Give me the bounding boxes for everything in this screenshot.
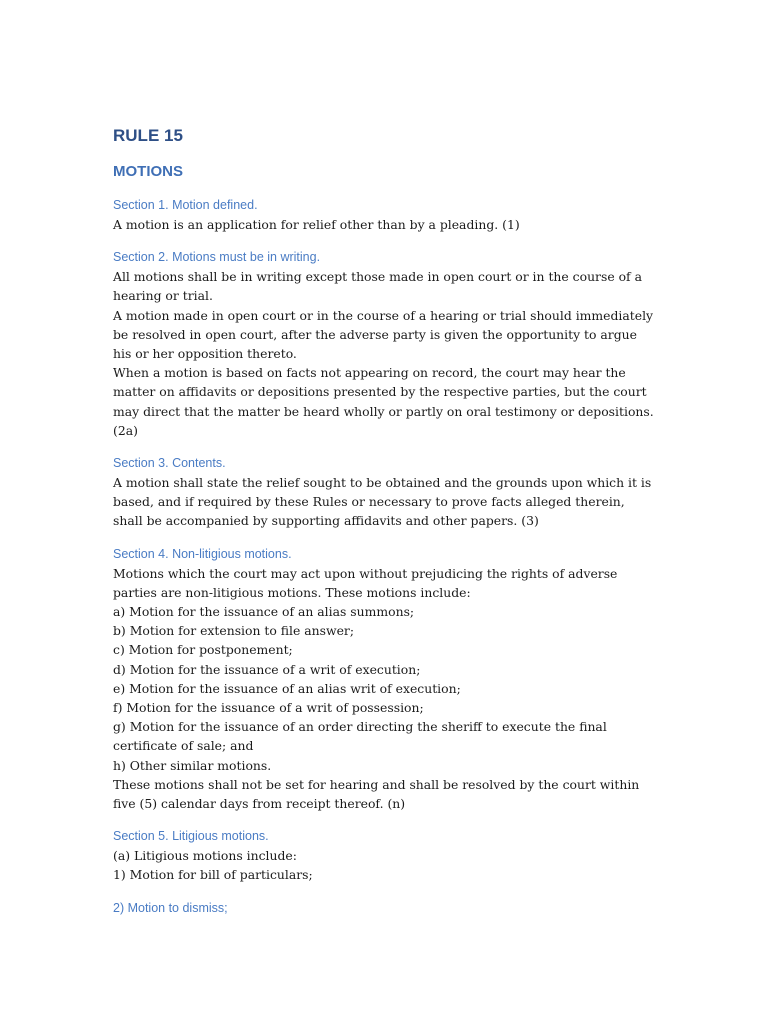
section-paragraph: h) Other similar motions. — [113, 757, 272, 773]
section-paragraph: f) Motion for the issuance of a writ of possession; — [113, 700, 424, 716]
section-heading: Section 1. Motion defined. — [113, 198, 258, 212]
section-paragraph: 1) Motion for bill of particulars; — [113, 867, 313, 883]
rule-title: RULE 15 — [113, 126, 183, 145]
section-paragraph: g) Motion for the issuance of an order directing the sheriff to execute the final certificate of sale; and — [113, 719, 607, 754]
section-block — [113, 196, 658, 234]
rule-subtitle: MOTIONS — [113, 163, 183, 180]
section-paragraph: a) Motion for the issuance of an alias summons; — [113, 604, 415, 620]
section-paragraph: All motions shall be in writing except those made in open court or in the course of a hearing or trial. — [113, 269, 642, 304]
sections-container — [113, 196, 658, 885]
section-block — [113, 827, 658, 884]
section-paragraph: d) Motion for the issuance of a writ of execution; — [113, 661, 421, 677]
section-paragraph: A motion made in open court or in the course of a hearing or trial should immediately be resolved in open court, after the adverse party is given the opportunity to argue his or her opposition thereto. — [113, 307, 654, 362]
trailing-heading: 2) Motion to dismiss; — [113, 900, 228, 915]
section-paragraph: (a) Litigious motions include: — [113, 848, 297, 864]
section-paragraph: Motions which the court may act upon without prejudicing the rights of adverse parties are non-litigious motions. These motions include: — [113, 565, 618, 600]
section-paragraph: These motions shall not be set for hearing and shall be resolved by the court within five (5) calendar days from receipt thereof. (n) — [113, 776, 640, 812]
section-block — [113, 545, 658, 814]
section-paragraph: b) Motion for extension to file answer; — [113, 623, 355, 639]
section-paragraph: A motion shall state the relief sought to be obtained and the grounds upon which it is based, and if required by these Rules or necessary to prove facts alleged therein, shall be accompanied by supporting affidavits and other papers. (3) — [113, 475, 652, 529]
document-page — [113, 124, 658, 918]
section-paragraph: e) Motion for the issuance of an alias writ of execution; — [113, 680, 461, 696]
section-paragraph: c) Motion for postponement; — [113, 642, 293, 658]
section-block — [113, 454, 658, 531]
section-heading: Section 4. Non-litigious motions. — [113, 546, 292, 561]
section-heading: Section 2. Motions must be in writing. — [113, 250, 321, 265]
section-paragraph: When a motion is based on facts not appearing on record, the court may hear the matter on affidavits or depositions presented by the respective parties, but the court may direct that the matter be heard wholly or partly on oral testimony or depositions. (2a) — [113, 365, 654, 438]
section-heading: Section 3. Contents. — [113, 456, 226, 471]
section-heading: Section 5. Litigious motions. — [113, 829, 269, 844]
section-paragraph: A motion is an application for relief other than by a pleading. (1) — [113, 217, 520, 232]
section-block — [113, 248, 658, 440]
